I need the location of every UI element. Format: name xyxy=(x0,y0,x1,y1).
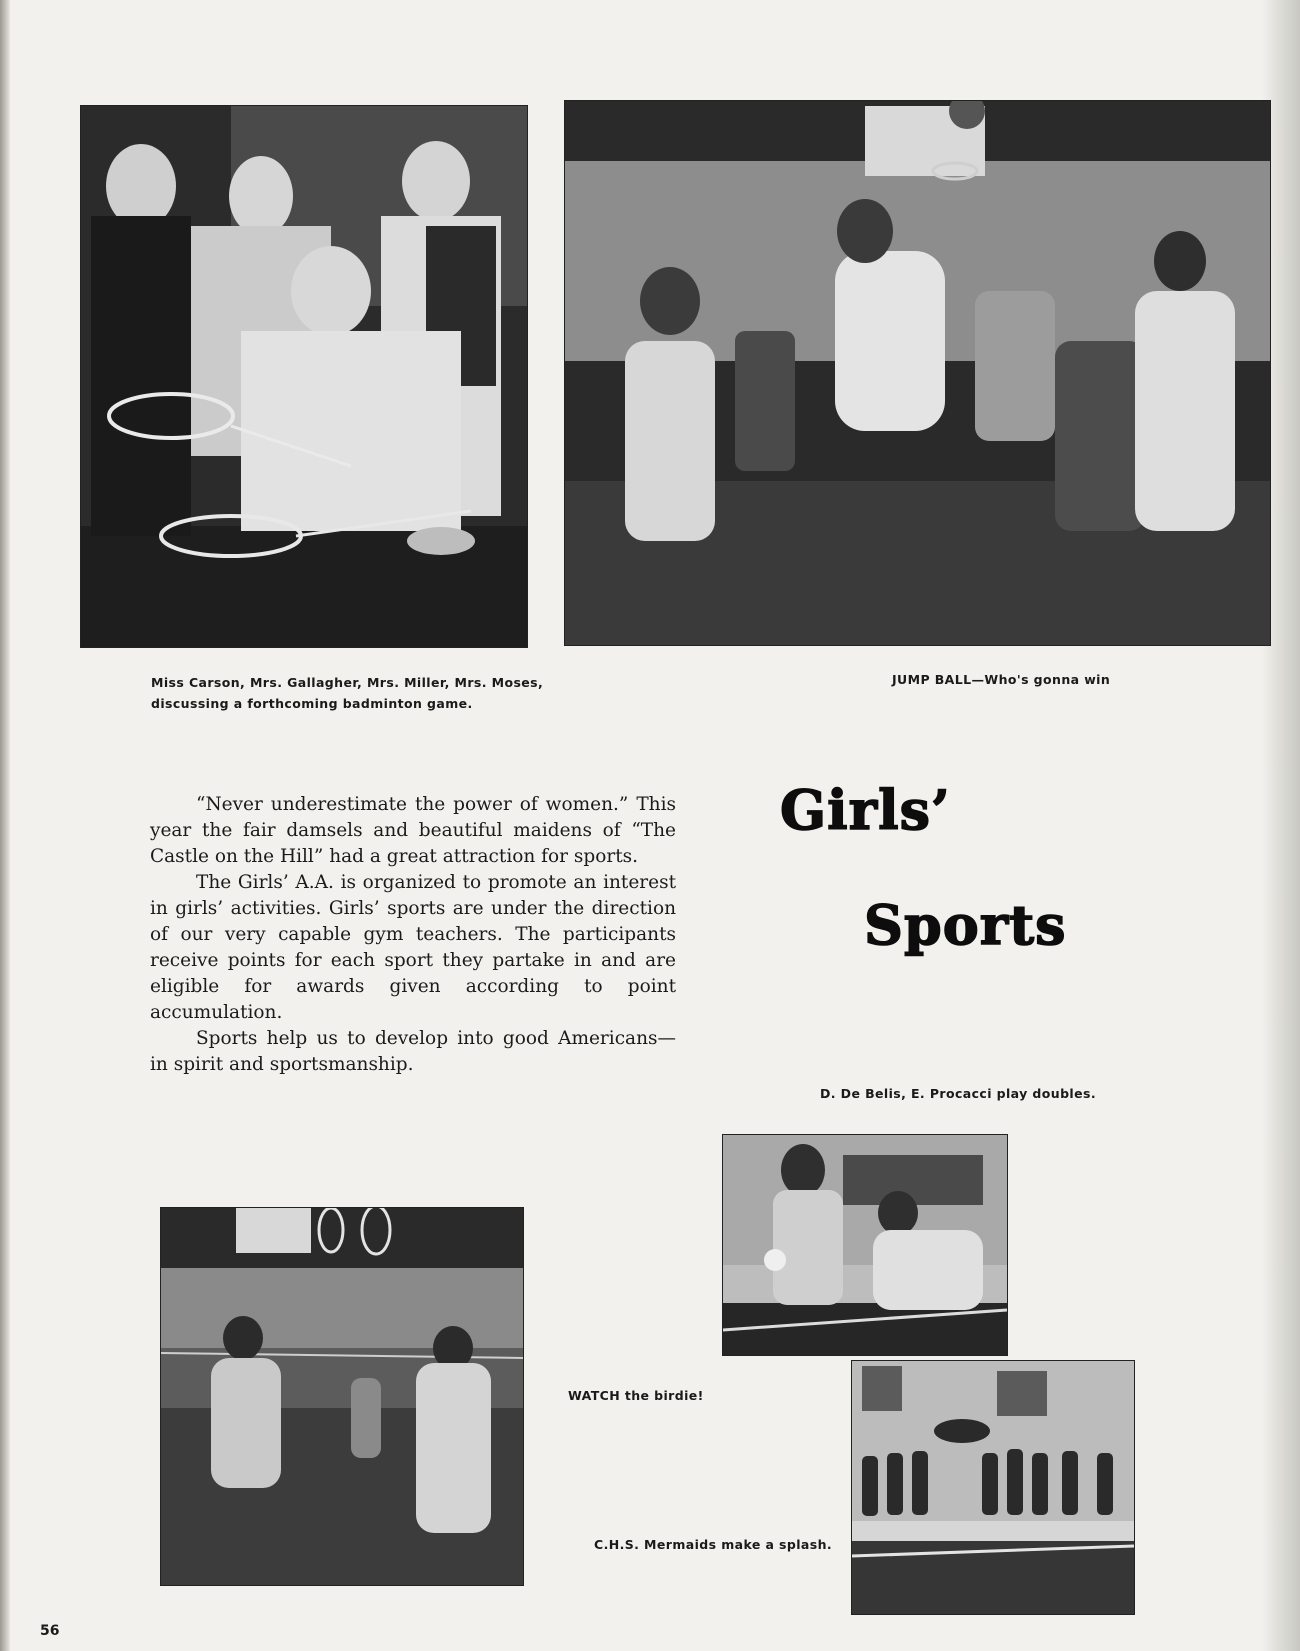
ping-pong-caption: D. De Belis, E. Procacci play doubles. xyxy=(820,1086,1096,1101)
teachers-photo xyxy=(80,105,528,648)
article-paragraph: “Never underestimate the power of women.” This year the fair damsels and beautiful maidens of “The Castle on the Hill” had a great attraction for sports. xyxy=(150,794,676,867)
page-gutter-shadow xyxy=(0,0,10,1651)
jump-ball-caption: JUMP BALL—Who's gonna win xyxy=(892,672,1111,687)
headline-sports: Sports xyxy=(864,893,1067,957)
badminton-caption: WATCH the birdie! xyxy=(568,1388,704,1403)
jump-ball-photo xyxy=(564,100,1271,646)
ping-pong-photo xyxy=(722,1134,1008,1356)
headline-girls: Girls’ xyxy=(780,778,951,842)
pool-caption: C.H.S. Mermaids make a splash. xyxy=(594,1537,833,1552)
article-paragraph: The Girls’ A.A. is organized to promote an interest in girls’ activities. Girls’ sports are under the direction of our very capable gym teachers. The participants receive points for each sport they partake in and are eligible for awards given according to point accumulation. xyxy=(150,872,676,1023)
teachers-caption: Miss Carson, Mrs. Gallagher, Mrs. Miller, Mrs. Moses, discussing a forthcoming badminton game. xyxy=(151,675,544,711)
page-number: 56 xyxy=(40,1623,60,1639)
badminton-photo xyxy=(160,1207,524,1586)
article-paragraph: Sports help us to develop into good Americans— in spirit and sportsmanship. xyxy=(150,1028,676,1075)
pool-photo xyxy=(851,1360,1135,1615)
article-body xyxy=(150,792,676,1078)
